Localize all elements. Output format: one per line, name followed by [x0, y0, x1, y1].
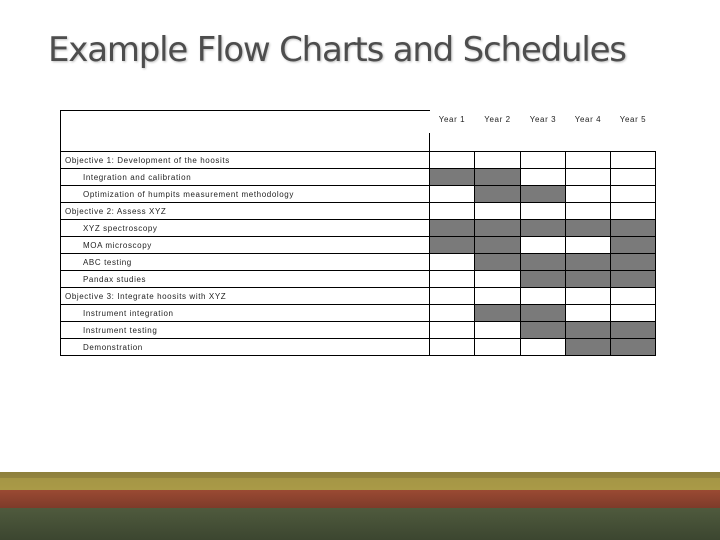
schedule-cell [521, 152, 566, 169]
schedule-cell-filled [475, 220, 521, 237]
schedule-cell-filled [430, 220, 475, 237]
table-row [61, 186, 656, 203]
schedule-cell [566, 186, 611, 203]
schedule-cell [430, 186, 475, 203]
schedule-cell-filled [430, 237, 475, 254]
spacer-cell [566, 133, 611, 152]
year-header: Year 1 [438, 114, 466, 124]
spacer-cell [521, 133, 566, 152]
footer-band-green [0, 508, 720, 540]
year-header: Year 2 [484, 114, 511, 124]
table-row [61, 220, 656, 237]
footer-band-red [0, 490, 720, 508]
table-row [61, 203, 656, 220]
schedule-cell [566, 169, 611, 186]
schedule-cell-filled [611, 271, 656, 288]
task-column-header [61, 111, 430, 134]
schedule-cell-filled [521, 271, 566, 288]
schedule-cell-filled [611, 237, 656, 254]
schedule-cell [611, 203, 656, 220]
objective-label: Objective 2: Assess XYZ [61, 203, 430, 220]
schedule-cell [521, 288, 566, 305]
schedule-cell [475, 271, 521, 288]
table-row [61, 254, 656, 271]
schedule-cell [430, 203, 475, 220]
schedule-cell-filled [566, 322, 611, 339]
schedule-table [60, 110, 656, 356]
schedule-cell [611, 152, 656, 169]
schedule-cell [566, 288, 611, 305]
task-label: Instrument testing [61, 322, 430, 339]
schedule-cell-filled [475, 186, 521, 203]
schedule-cell [566, 237, 611, 254]
spacer-cell [61, 133, 430, 152]
header-spacer-row [61, 133, 656, 152]
table-row [61, 169, 656, 186]
year-header: Year 5 [619, 114, 647, 124]
schedule-cell [475, 152, 521, 169]
schedule-cell [566, 203, 611, 220]
schedule-cell [611, 169, 656, 186]
schedule-cell [521, 237, 566, 254]
schedule-cell-filled [611, 339, 656, 356]
schedule-cell-filled [611, 254, 656, 271]
task-label: Integration and calibration [61, 169, 430, 186]
schedule-cell [430, 322, 475, 339]
task-label: Pandax studies [61, 271, 430, 288]
schedule-cell-filled [521, 220, 566, 237]
slide-title: Example Flow Charts and Schedules [48, 30, 626, 70]
spacer-cell [475, 133, 521, 152]
schedule-cell [475, 322, 521, 339]
schedule-cell-filled [430, 169, 475, 186]
objective-label: Objective 1: Development of the hoosits [61, 152, 430, 169]
spacer-cell [611, 133, 656, 152]
task-label: XYZ spectroscopy [61, 220, 430, 237]
schedule-cell [430, 254, 475, 271]
schedule-cell-filled [611, 322, 656, 339]
schedule-cell [611, 186, 656, 203]
schedule-cell [430, 339, 475, 356]
schedule-cell [611, 288, 656, 305]
table-row [61, 152, 656, 169]
schedule-cell [521, 339, 566, 356]
schedule-cell-filled [566, 220, 611, 237]
schedule-cell-filled [475, 237, 521, 254]
task-label: Instrument integration [61, 305, 430, 322]
schedule-cell [611, 305, 656, 322]
schedule-cell-filled [475, 254, 521, 271]
task-label: ABC testing [61, 254, 430, 271]
schedule-cell-filled [521, 322, 566, 339]
schedule-cell-filled [521, 305, 566, 322]
task-label: MOA microscopy [61, 237, 430, 254]
footer-band-olive [0, 478, 720, 490]
objective-label: Objective 3: Integrate hoosits with XYZ [61, 288, 430, 305]
schedule-cell-filled [566, 254, 611, 271]
year-header: Year 3 [529, 114, 557, 124]
schedule-cell-filled [521, 186, 566, 203]
schedule-cell-filled [611, 220, 656, 237]
schedule-cell [430, 288, 475, 305]
task-label: Demonstration [61, 339, 430, 356]
schedule-cell-filled [475, 169, 521, 186]
schedule-cell-filled [566, 271, 611, 288]
spacer-cell [430, 133, 475, 152]
task-label: Optimization of humpits measurement methodology [61, 186, 430, 203]
schedule-cell-filled [566, 339, 611, 356]
table-row [61, 271, 656, 288]
schedule-cell [521, 169, 566, 186]
schedule-cell [566, 305, 611, 322]
schedule-cell [475, 339, 521, 356]
schedule-cell [475, 288, 521, 305]
year-header-row [61, 111, 656, 134]
schedule-cell [475, 203, 521, 220]
schedule-cell-filled [521, 254, 566, 271]
table-row [61, 322, 656, 339]
table-row [61, 288, 656, 305]
schedule-cell [521, 203, 566, 220]
table-row [61, 237, 656, 254]
schedule-cell-filled [475, 305, 521, 322]
schedule-cell [566, 152, 611, 169]
table-row [61, 339, 656, 356]
schedule-cell [430, 152, 475, 169]
year-header: Year 4 [574, 114, 602, 124]
schedule-cell [430, 305, 475, 322]
schedule-cell [430, 271, 475, 288]
table-row [61, 305, 656, 322]
